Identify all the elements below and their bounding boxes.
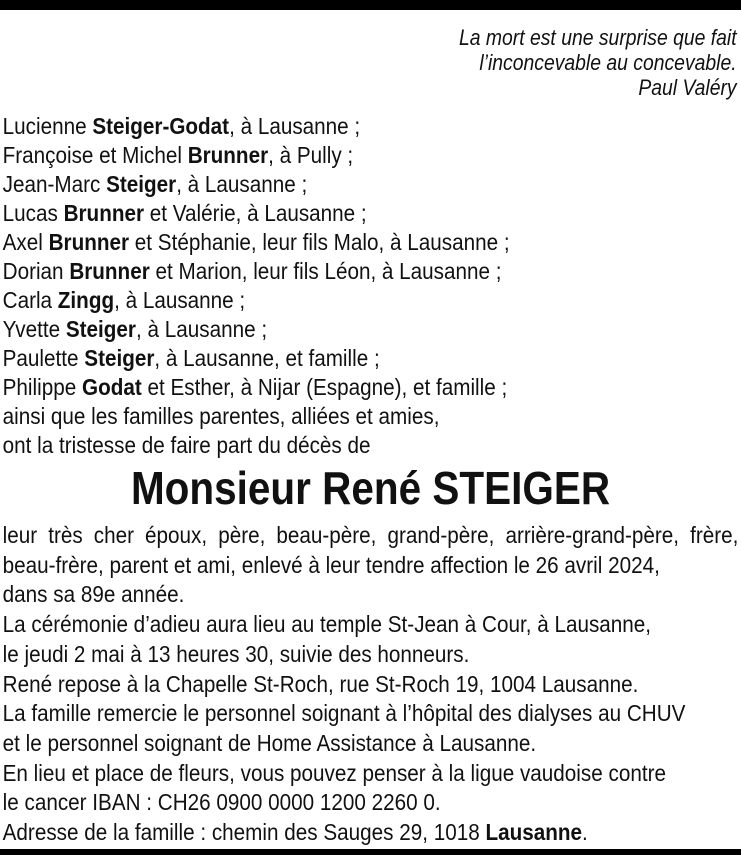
family-line: Françoise et Michel Brunner, à Pully ;	[2, 142, 354, 168]
body-line: René repose à la Chapelle St-Roch, rue St-Roch 19, 1004 Lausanne.	[2, 670, 639, 697]
family-line: Philippe Godat et Esther, à Nijar (Espagne), et famille ;	[2, 374, 508, 400]
epigraph-author: Paul Valéry	[638, 75, 737, 100]
announcement-line: ont la tristesse de faire part du décès de	[2, 432, 371, 458]
body-line: Adresse de la famille : chemin des Sauges 29, 1018 Lausanne.	[2, 819, 588, 846]
body-line: beau-frère, parent et ami, enlevé à leur tendre affection le 26 avril 2024,	[2, 551, 660, 578]
family-line: Jean-Marc Steiger, à Lausanne ;	[2, 171, 308, 197]
epigraph-line-2: l’inconcevable au concevable.	[479, 50, 737, 75]
announcement-line: ainsi que les familles parentes, alliées et amies,	[2, 403, 440, 429]
body-line: La famille remercie le personnel soignant à l’hôpital des dialyses au CHUV	[2, 700, 686, 727]
body-line: et le personnel soignant de Home Assistance à Lausanne.	[2, 729, 537, 756]
epigraph	[0, 25, 741, 100]
body-line: En lieu et place de fleurs, vous pouvez penser à la ligue vaudoise contre	[2, 759, 666, 786]
family-line: Paulette Steiger, à Lausanne, et famille ;	[2, 345, 380, 371]
body-line: le cancer IBAN : CH26 0900 0000 1200 2260 0.	[2, 789, 441, 816]
family-line: Yvette Steiger, à Lausanne ;	[2, 316, 268, 342]
notice-body	[0, 521, 741, 848]
epigraph-line-1: La mort est une surprise que fait	[458, 25, 737, 50]
deceased-name-title: Monsieur René STEIGER	[130, 462, 611, 514]
family-line: Carla Zingg, à Lausanne ;	[2, 287, 246, 313]
family-list	[0, 112, 741, 460]
body-line: dans sa 89e année.	[2, 581, 185, 608]
bottom-rule	[0, 849, 741, 855]
body-line: le jeudi 2 mai à 13 heures 30, suivie des honneurs.	[2, 640, 470, 667]
family-line: Axel Brunner et Stéphanie, leur fils Malo, à Lausanne ;	[2, 229, 510, 255]
family-line: Dorian Brunner et Marion, leur fils Léon, à Lausanne ;	[2, 258, 502, 284]
body-line: leur très cher époux, père, beau-père, grand-père, arrière-grand-père, frère,	[2, 522, 739, 548]
family-line: Lucas Brunner et Valérie, à Lausanne ;	[2, 200, 367, 226]
family-line: Lucienne Steiger-Godat, à Lausanne ;	[2, 113, 361, 139]
body-line: La cérémonie d’adieu aura lieu au temple St-Jean à Cour, à Lausanne,	[2, 611, 652, 638]
